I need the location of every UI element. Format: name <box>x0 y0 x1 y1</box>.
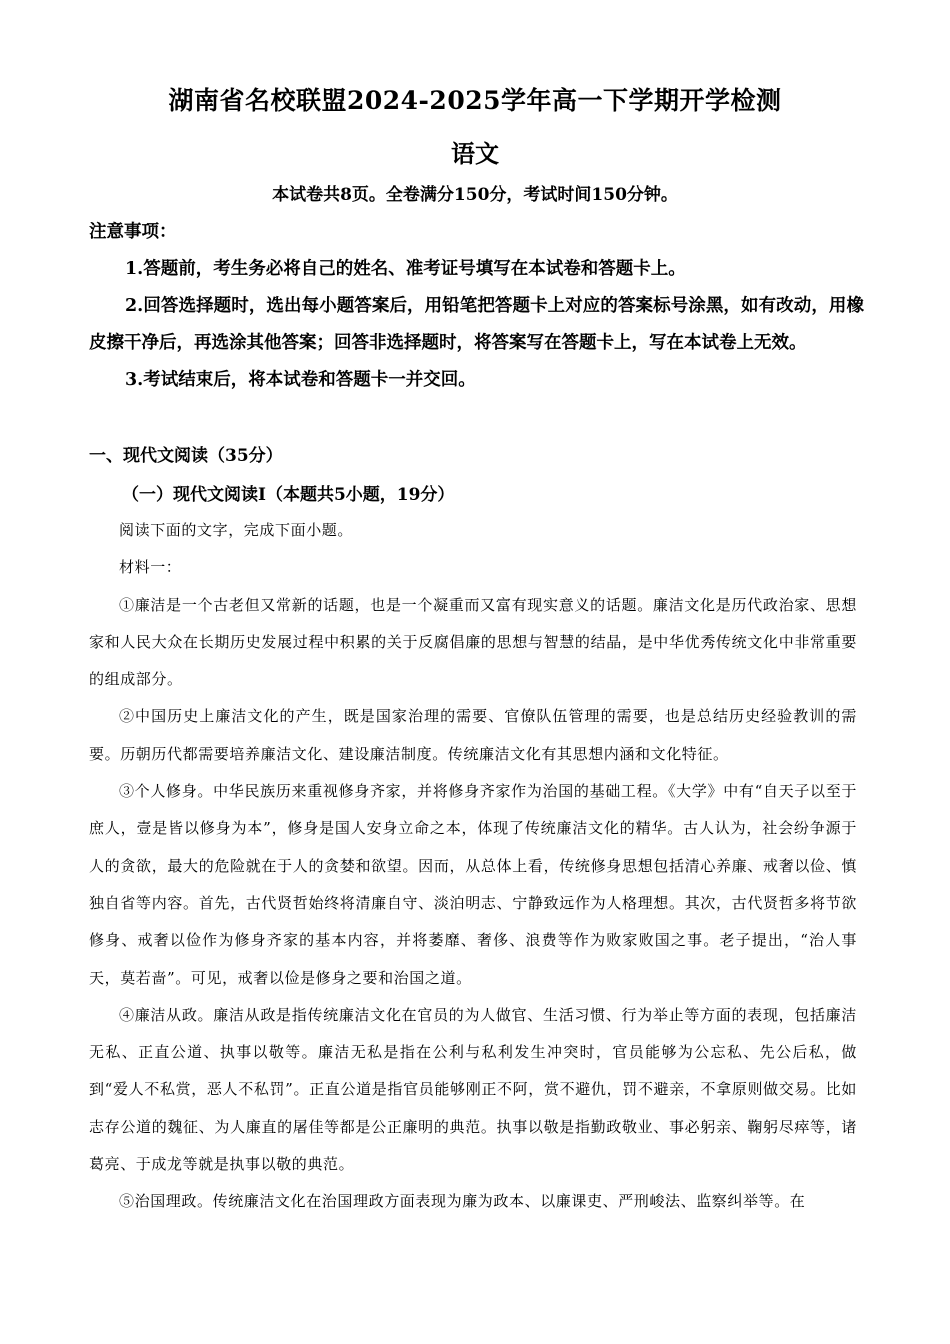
instruction-text: 阅读下面的文字，完成下面小题。 <box>119 521 354 539</box>
paragraph-5: ⑤治国理政。传统廉洁文化在治国理政方面表现为廉为政本、以廉课吏、严刑峻法、监察纠举等。在 <box>119 1192 806 1211</box>
paragraph-4: ④廉洁从政。廉洁从政是指传统廉洁文化在官员的为人做官、生活习惯、行为举止等方面的表现，包括廉洁无私、正直公道、执事以敬等。廉洁无私是指在公利与私利发生冲突时，官员能够为公忘私、先公后私，做到“爱人不私赏，恶人不私罚”。正直公道是指官员能够刚正不阿，赏不避仇，罚不避亲，不拿原则做交易。比如志存公道的魏征、为人廉直的屠佳等都是公正廉明的典范。执事以敬是指勤政敬业、事必躬亲、鞠躬尽瘁等，诸葛亮、于成龙等就是执事以敬的典范。 <box>89 1005 857 1174</box>
exam-info: 本试卷共8页。全卷满分150分，考试时间150分钟。 <box>272 185 678 205</box>
notice-item-3: 3.考试结束后，将本试卷和答题卡一并交回。 <box>125 370 476 390</box>
paragraph-3: ③个人修身。中华民族历来重视修身齐家，并将修身齐家作为治国的基础工程。《大学》中有“自天子以至于庶人，壹是皆以修身为本”，修身是国人安身立命之本，体现了传统廉洁文化的精华。古人认为，社会纷争源于人的贪欲，最大的危险就在于人的贪婪和欲望。因而，从总体上看，传统修身思想包括清心养廉、戒奢以俭、慎独自省等内容。首先，古代贤哲始终将清廉自守、淡泊明志、宁静致远作为人格理想。其次，古代贤哲多将节欲修身、戒奢以俭作为修身齐家的基本内容，并将萎靡、奢侈、浪费等作为败家败国之事。老子提出，“治人事天，莫若啬”。可见，戒奢以俭是修身之要和治国之道。 <box>89 782 857 987</box>
notice-block <box>89 214 864 399</box>
paragraph-2: ②中国历史上廉洁文化的产生，既是国家治理的需要、官僚队伍管理的需要，也是总结历史经验教训的需要。历朝历代都需要培养廉洁文化、建设廉洁制度。传统廉洁文化有其思想内涵和文化特征。 <box>89 707 857 763</box>
subsection-heading: （一）现代文阅读Ⅰ（本题共5小题，19分） <box>122 485 455 505</box>
subject-title: 语文 <box>451 139 499 168</box>
reading-material <box>89 512 857 1221</box>
paragraph-1: ①廉洁是一个古老但又常新的话题，也是一个凝重而又富有现实意义的话题。廉洁文化是历代政治家、思想家和人民大众在长期历史发展过程中积累的关于反腐倡廉的思想与智慧的结晶，是中华优秀传统文化中非常重要的组成部分。 <box>89 595 857 689</box>
notice-item-1: 1.答题前，考生务必将自己的姓名、准考证号填写在本试卷和答题卡上。 <box>125 259 686 279</box>
notice-heading: 注意事项： <box>89 222 177 242</box>
material-label: 材料一： <box>119 558 182 577</box>
notice-item-2: 2.回答选择题时，选出每小题答案后，用铅笔把答题卡上对应的答案标号涂黑，如有改动，用橡皮擦干净后，再选涂其他答案；回答非选择题时，将答案写在答题卡上，写在本试卷上无效。 <box>89 296 864 353</box>
exam-title: 湖南省名校联盟2024-2025学年高一下学期开学检测 <box>168 86 782 115</box>
section-heading: 一、现代文阅读（35分） <box>89 446 283 466</box>
